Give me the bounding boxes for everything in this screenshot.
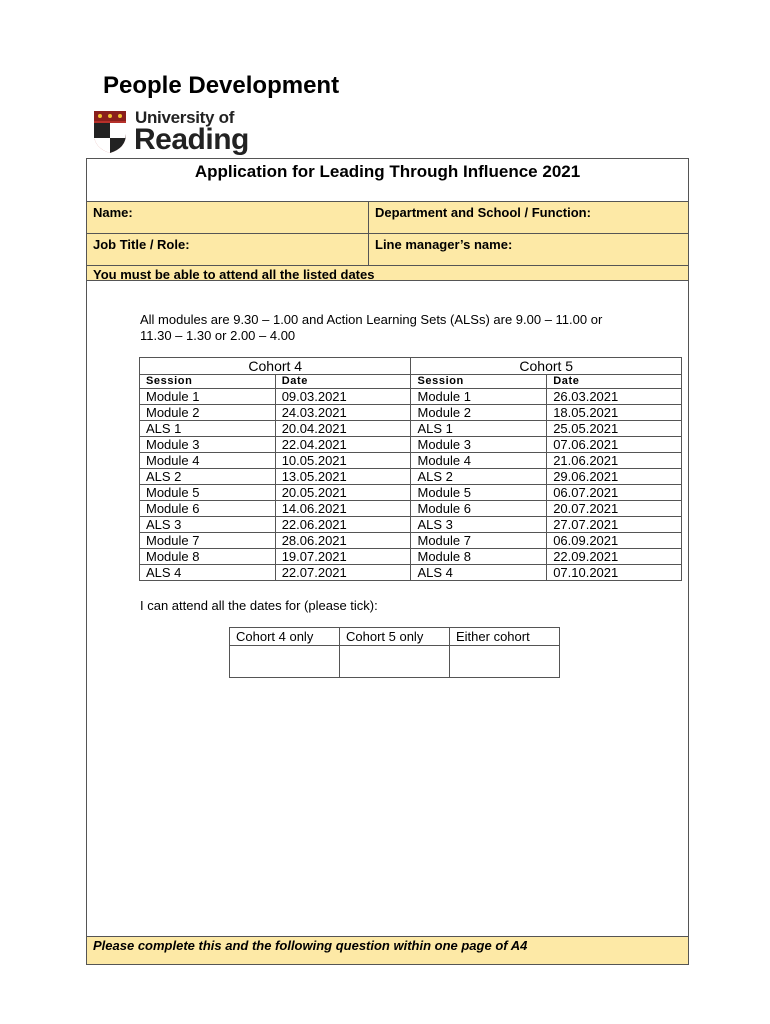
session-column-header: Session — [140, 375, 276, 389]
date-cell: 22.04.2021 — [275, 437, 411, 453]
form-title: Application for Leading Through Influence 2021 — [194, 162, 581, 181]
date-cell: 20.07.2021 — [547, 501, 682, 517]
table-row — [140, 421, 682, 437]
either-cohort-label: Either cohort — [450, 628, 560, 646]
session-cell: Module 4 — [411, 453, 547, 469]
job-title-field[interactable]: Job Title / Role: — [93, 237, 190, 252]
cohort-5-only-checkbox[interactable] — [340, 646, 450, 678]
cohort-4-header: Cohort 4 — [140, 358, 411, 375]
cohort-choice-table — [229, 627, 560, 678]
form-row-name — [87, 201, 688, 233]
date-cell: 07.10.2021 — [547, 565, 682, 581]
date-column-header: Date — [275, 375, 411, 389]
cohort-5-only-label: Cohort 5 only — [340, 628, 450, 646]
date-cell: 06.07.2021 — [547, 485, 682, 501]
line-manager-field[interactable]: Line manager’s name: — [375, 237, 513, 252]
date-cell: 22.06.2021 — [275, 517, 411, 533]
department-field[interactable]: Department and School / Function: — [375, 205, 591, 220]
intro-line-2: 11.30 – 1.30 or 2.00 – 4.00 — [140, 328, 296, 343]
name-field[interactable]: Name: — [93, 205, 133, 220]
table-row — [140, 485, 682, 501]
university-logo — [93, 108, 253, 158]
date-cell: 06.09.2021 — [547, 533, 682, 549]
attendance-notice: You must be able to attend all the listed dates — [93, 267, 375, 282]
date-cell: 20.05.2021 — [275, 485, 411, 501]
table-row — [140, 453, 682, 469]
date-cell: 21.06.2021 — [547, 453, 682, 469]
date-cell: 22.09.2021 — [547, 549, 682, 565]
session-cell: Module 7 — [140, 533, 276, 549]
table-row — [140, 405, 682, 421]
session-cell: Module 6 — [140, 501, 276, 517]
session-cell: Module 2 — [411, 405, 547, 421]
tick-prompt: I can attend all the dates for (please tick): — [140, 598, 378, 613]
date-cell: 29.06.2021 — [547, 469, 682, 485]
table-row — [140, 501, 682, 517]
date-cell: 24.03.2021 — [275, 405, 411, 421]
session-cell: ALS 2 — [140, 469, 276, 485]
form-row-notice — [87, 265, 688, 281]
date-cell: 14.06.2021 — [275, 501, 411, 517]
logo-text-university: University of — [135, 108, 235, 127]
date-cell: 09.03.2021 — [275, 389, 411, 405]
session-cell: ALS 3 — [140, 517, 276, 533]
date-cell: 26.03.2021 — [547, 389, 682, 405]
date-cell: 28.06.2021 — [275, 533, 411, 549]
date-cell: 22.07.2021 — [275, 565, 411, 581]
session-cell: ALS 3 — [411, 517, 547, 533]
session-cell: Module 1 — [140, 389, 276, 405]
date-column-header: Date — [547, 375, 682, 389]
date-cell: 10.05.2021 — [275, 453, 411, 469]
footer-note: Please complete this and the following question within one page of A4 — [87, 936, 688, 964]
table-row — [140, 533, 682, 549]
logo-text-reading: Reading — [134, 123, 249, 156]
session-cell: Module 3 — [411, 437, 547, 453]
table-row — [140, 565, 682, 581]
session-cell: Module 8 — [140, 549, 276, 565]
date-cell: 25.05.2021 — [547, 421, 682, 437]
date-cell: 18.05.2021 — [547, 405, 682, 421]
table-row — [140, 437, 682, 453]
session-cell: Module 6 — [411, 501, 547, 517]
session-cell: ALS 1 — [411, 421, 547, 437]
session-cell: ALS 2 — [411, 469, 547, 485]
date-cell: 27.07.2021 — [547, 517, 682, 533]
session-column-header: Session — [411, 375, 547, 389]
table-row — [140, 389, 682, 405]
intro-line-1: All modules are 9.30 – 1.00 and Action Learning Sets (ALSs) are 9.00 – 11.00 or — [140, 312, 603, 327]
date-cell: 19.07.2021 — [275, 549, 411, 565]
session-cell: Module 5 — [140, 485, 276, 501]
session-cell: ALS 1 — [140, 421, 276, 437]
session-cell: Module 2 — [140, 405, 276, 421]
date-cell: 13.05.2021 — [275, 469, 411, 485]
form-row-job — [87, 233, 688, 265]
cohort-4-only-label: Cohort 4 only — [230, 628, 340, 646]
session-cell: Module 8 — [411, 549, 547, 565]
session-cell: Module 7 — [411, 533, 547, 549]
date-cell: 07.06.2021 — [547, 437, 682, 453]
session-cell: ALS 4 — [140, 565, 276, 581]
table-row — [140, 469, 682, 485]
session-cell: Module 1 — [411, 389, 547, 405]
date-cell: 20.04.2021 — [275, 421, 411, 437]
table-row — [140, 549, 682, 565]
session-cell: Module 5 — [411, 485, 547, 501]
session-cell: Module 4 — [140, 453, 276, 469]
page-title: People Development — [103, 72, 340, 99]
cohort-4-only-checkbox[interactable] — [230, 646, 340, 678]
session-cell: Module 3 — [140, 437, 276, 453]
university-crest-icon — [93, 110, 127, 154]
schedule-table — [139, 357, 682, 581]
intro-text — [140, 312, 660, 344]
cohort-5-header: Cohort 5 — [411, 358, 682, 375]
table-row — [140, 517, 682, 533]
session-cell: ALS 4 — [411, 565, 547, 581]
either-cohort-checkbox[interactable] — [450, 646, 560, 678]
